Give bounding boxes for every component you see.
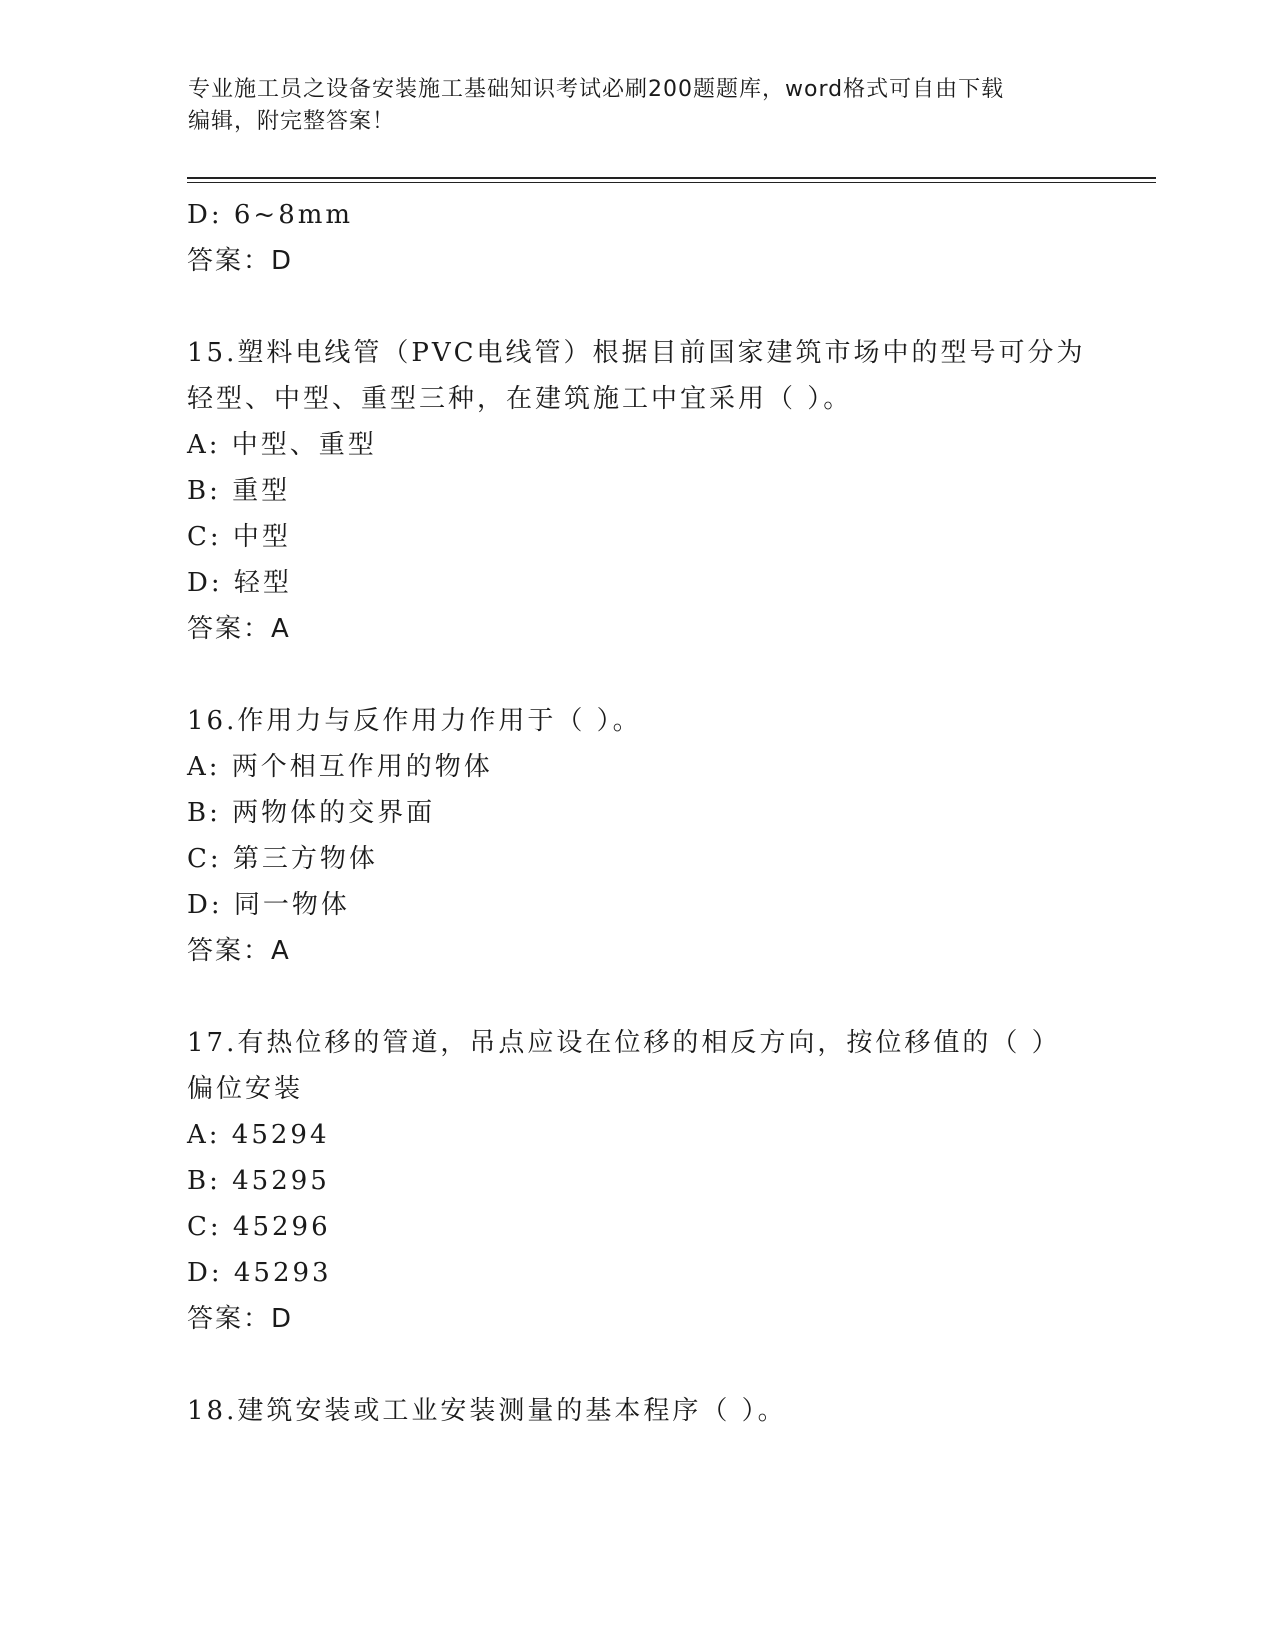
q15-option-d: D: 轻型 xyxy=(187,568,292,598)
question-15 xyxy=(187,330,1107,652)
q15-answer: 答案：A xyxy=(187,614,291,644)
q17-stem-line-1: 17.有热位移的管道，吊点应设在位移的相反方向，按位移值的（ ） xyxy=(187,1028,1061,1058)
document-header xyxy=(188,74,1088,138)
q16-option-d: D: 同一物体 xyxy=(187,890,350,920)
q17-option-d: D: 45293 xyxy=(187,1258,332,1288)
q17-answer: 答案：D xyxy=(187,1304,294,1334)
q16-option-c: C: 第三方物体 xyxy=(187,844,378,874)
q15-option-c: C: 中型 xyxy=(187,522,291,552)
q17-option-c: C: 45296 xyxy=(187,1212,331,1242)
header-divider-thin xyxy=(187,182,1156,183)
q14-answer: 答案：D xyxy=(187,246,294,276)
header-divider-thick xyxy=(187,177,1156,179)
q15-option-b: B: 重型 xyxy=(187,476,291,506)
question-16 xyxy=(187,698,1107,974)
q17-option-b: B: 45295 xyxy=(187,1166,330,1196)
header-line-2: 编辑，附完整答案！ xyxy=(188,109,396,134)
q17-stem-line-2: 偏位安装 xyxy=(187,1074,304,1104)
question-list xyxy=(187,192,1107,1434)
q15-stem-line-1: 15.塑料电线管（PVC电线管）根据目前国家建筑市场中的型号可分为 xyxy=(187,338,1086,368)
q14-option-d: D: 6~8mm xyxy=(187,200,354,230)
question-18 xyxy=(187,1388,1107,1434)
q16-option-b: B: 两物体的交界面 xyxy=(187,798,436,828)
q16-answer: 答案：A xyxy=(187,936,291,966)
q16-stem-line-1: 16.作用力与反作用力作用于（ ）。 xyxy=(187,706,642,736)
question-17 xyxy=(187,1020,1107,1342)
q15-option-a: A: 中型、重型 xyxy=(187,430,377,460)
q17-option-a: A: 45294 xyxy=(187,1120,330,1150)
q15-stem-line-2: 轻型、中型、重型三种，在建筑施工中宜采用（ ）。 xyxy=(187,384,853,414)
header-line-1: 专业施工员之设备安装施工基础知识考试必刷200题题库，word格式可自由下载 xyxy=(188,77,1005,102)
q16-option-a: A: 两个相互作用的物体 xyxy=(187,752,493,782)
q18-stem-line-1: 18.建筑安装或工业安装测量的基本程序（ ）。 xyxy=(187,1396,787,1426)
